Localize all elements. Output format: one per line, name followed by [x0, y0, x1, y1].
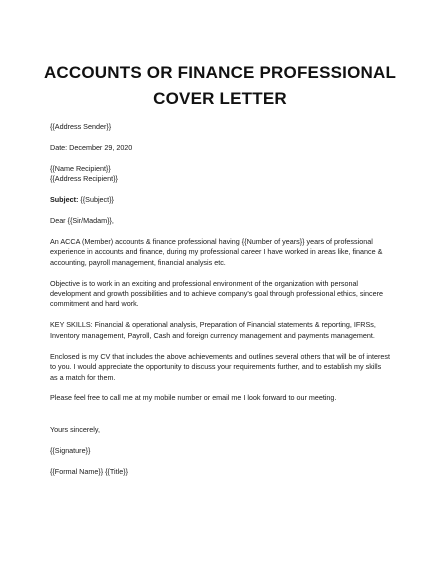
- closing: Yours sincerely,: [50, 424, 100, 434]
- letter-body: [50, 122, 390, 477]
- salutation: Dear {{Sir/Madam}},: [50, 216, 114, 226]
- signature: {{Signature}}: [50, 445, 91, 455]
- address-recipient: {{Address Recipient}}: [50, 174, 118, 184]
- formal-name: {{Formal Name}} {{Title}}: [50, 466, 129, 476]
- name-recipient: {{Name Recipient}}: [50, 163, 111, 173]
- subject-line: [50, 195, 390, 205]
- paragraph-key-skills: KEY SKILLS: Financial & operational analysis, Preparation of Financial statements & reporting, IFRSs, Inventory management, Payroll, Cash and foreign currency management and payments management.: [50, 320, 376, 340]
- subject-value: {{Subject}}: [78, 195, 114, 205]
- address-sender: {{Address Sender}}: [50, 122, 112, 131]
- title-line-1: ACCOUNTS OR FINANCE PROFESSIONAL: [43, 63, 397, 82]
- letter-date: Date: December 29, 2020: [50, 142, 133, 152]
- paragraph-contact: Please feel free to call me at my mobile number or email me I look forward to our meeting.: [50, 393, 337, 403]
- paragraph-objective: Objective is to work in an exciting and professional environment of the organization with personal development and growth possibilities and to achieve company's goal through professional ethics, sincere commitment and hard work.: [50, 278, 383, 309]
- paragraph-experience: An ACCA (Member) accounts & finance professional having {{Number of years}} years of professional experience in accounts and finance, during my professional career I have worked in areas like, finance & accounting, payroll management, financial analysis etc.: [50, 236, 383, 267]
- subject-label: Subject:: [50, 195, 79, 205]
- title-line-2: COVER LETTER: [153, 89, 287, 108]
- document-title: [0, 60, 440, 112]
- paragraph-enclosed: Enclosed is my CV that includes the above achievements and outlines several others that will be of interest to you. I would appreciate the opportunity to discuss your requirements further, and to establish my skills as a match for them.: [50, 351, 390, 382]
